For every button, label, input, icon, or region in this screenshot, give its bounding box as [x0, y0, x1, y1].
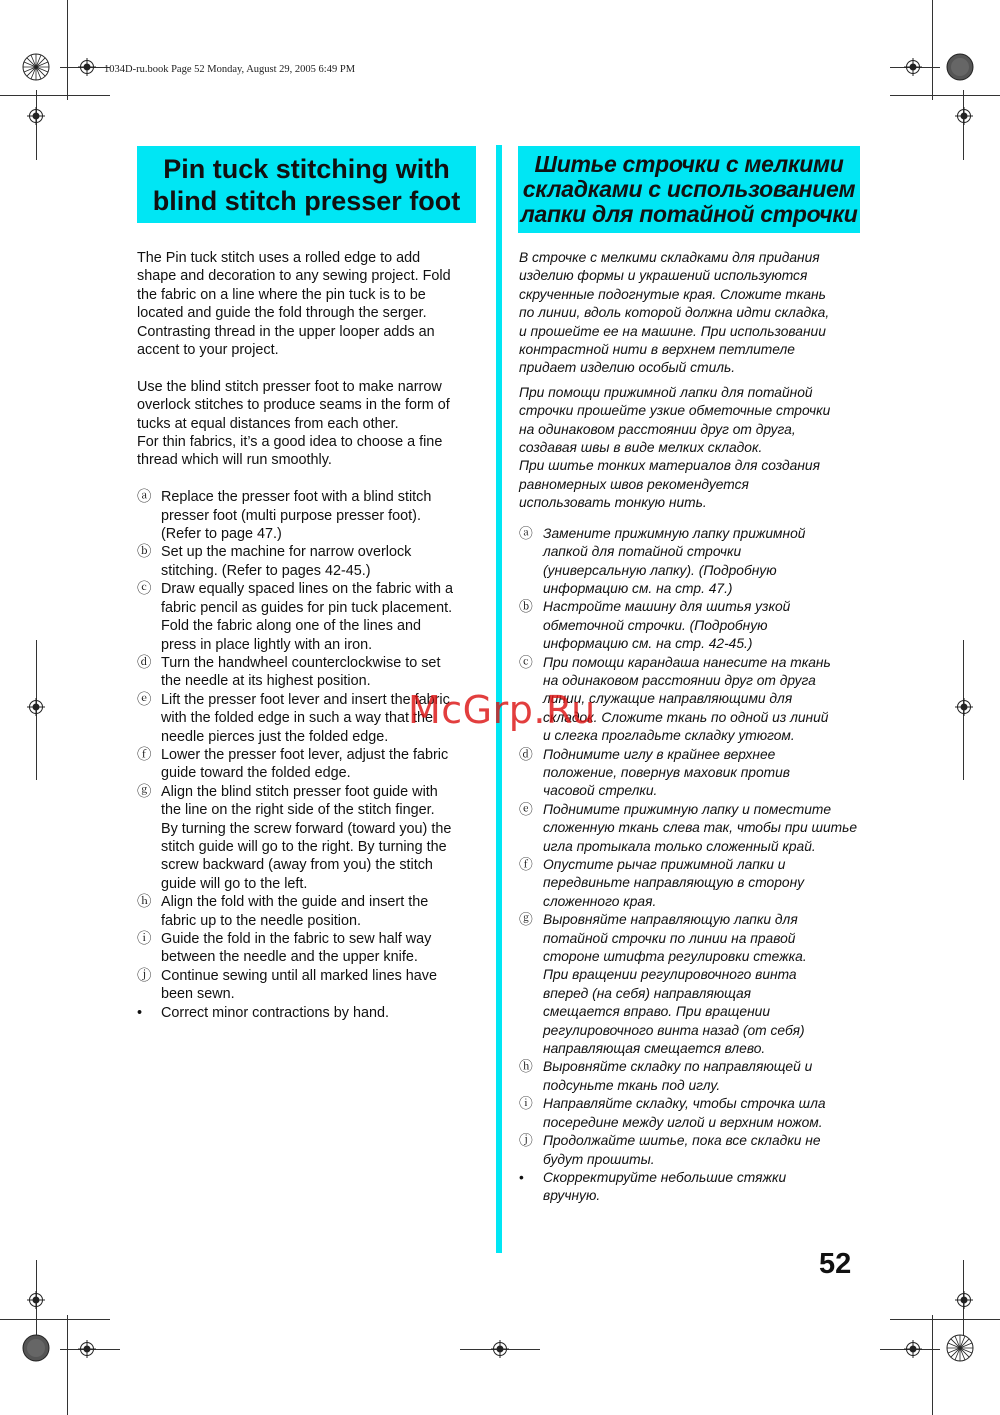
- paragraph-gap: [137, 359, 482, 377]
- instruction-step: [519, 1058, 864, 1095]
- step-text-line: Lift the presser foot lever and insert the fabric: [161, 691, 450, 708]
- step-text-line: guide will go to the left.: [161, 875, 308, 892]
- step-marker: ⓖ: [137, 783, 152, 800]
- paragraph-line: скрученные подогнутые края. Сложите ткань: [519, 286, 826, 302]
- step-marker: ⓖ: [519, 912, 533, 928]
- step-text-line: Замените прижимную лапку прижимной: [543, 525, 806, 541]
- title-ru-line: лапки для потайной строчки: [520, 201, 858, 227]
- paragraph-line: The Pin tuck stitch uses a rolled edge to add: [137, 250, 421, 266]
- step-text-line: передвиньте направляющую в сторону: [543, 875, 805, 891]
- paragraph-line: по линии, вдоль которой должна идти складка,: [519, 305, 830, 321]
- paragraph-line: shape and decoration to any sewing project. Fold: [137, 268, 451, 285]
- step-marker: ⓑ: [519, 599, 533, 615]
- registration-mark-icon: [904, 58, 922, 76]
- step-marker: ⓔ: [137, 691, 152, 708]
- paragraph-line: контрастной нити в верхнем петлителе: [519, 342, 795, 358]
- instruction-step: [137, 654, 482, 691]
- step-text-line: стороне штифта регулировки стежка.: [543, 949, 807, 965]
- paragraph-line: accent to your project.: [137, 342, 279, 359]
- paragraph-gap: [137, 470, 482, 488]
- step-text-line: линии, служащие направляющими для: [543, 691, 793, 707]
- step-text-line: Настройте машину для шитья узкой: [543, 599, 791, 615]
- step-marker: ⓘ: [137, 931, 152, 947]
- instruction-step: [137, 893, 482, 930]
- step-marker: ⓓ: [137, 654, 152, 671]
- step-text-line: been sewn.: [161, 986, 235, 1003]
- paragraph-line: located and guide the fold through the serger.: [137, 305, 427, 322]
- step-text-line: будут прошиты.: [543, 1151, 655, 1167]
- instruction-step: [519, 856, 864, 911]
- registration-mark-icon: [78, 1340, 96, 1358]
- instruction-step: [519, 598, 864, 653]
- paragraph-line: thread which will run smoothly.: [137, 452, 332, 469]
- step-text-line: fabric up to the needle position.: [161, 912, 362, 929]
- instruction-step: [519, 1095, 864, 1132]
- gray-register-icon: [946, 53, 974, 81]
- paragraph-line: придает изделию особый стиль.: [519, 360, 736, 376]
- step-text-line: часовой стрелки.: [543, 783, 658, 799]
- paragraph-line: tucks at equal distances from each other.: [137, 415, 399, 432]
- starburst-register-icon: [946, 1334, 974, 1362]
- paragraph-line: При помощи прижимной лапки для потайной: [519, 384, 813, 400]
- step-text-line: needle pierces just the folded edge.: [161, 728, 389, 745]
- step-text-line: информацию см. на стр. 47.): [543, 580, 733, 596]
- instruction-step: [519, 1169, 864, 1206]
- title-ru-line: складками с использованием: [522, 176, 856, 202]
- step-marker: ⓐ: [137, 489, 152, 506]
- step-text-line: Продолжайте шитье, пока все складки не: [543, 1133, 821, 1149]
- step-text-line: Replace the presser foot with a blind stitch: [161, 489, 432, 506]
- step-text-line: Lower the presser foot lever, adjust the fabric: [161, 746, 449, 763]
- step-text-line: и слегка прогладьте складку утюгом.: [543, 728, 795, 744]
- instruction-step: [137, 967, 482, 1004]
- english-column: [137, 249, 482, 1022]
- step-marker: ⓓ: [519, 746, 533, 762]
- step-text-line: посередине между иглой и верхним ножом.: [543, 1114, 823, 1130]
- paragraph-line: В строчке с мелкими складками для придания: [519, 250, 820, 265]
- step-text-line: (Refer to page 47.): [161, 526, 282, 543]
- step-text-line: Поднимите иглу в крайнее верхнее: [543, 746, 776, 762]
- step-marker: •: [137, 1004, 143, 1021]
- step-text-line: подсуньте ткань под иглу.: [543, 1077, 721, 1093]
- registration-mark-icon: [904, 1340, 922, 1358]
- step-text-line: presser foot (multi purpose presser foot).: [161, 507, 421, 524]
- step-text-line: Скорректируйте небольшие стяжки: [543, 1169, 787, 1185]
- instruction-step: [137, 930, 482, 967]
- title-en-line: blind stitch presser foot: [152, 185, 461, 216]
- step-marker: ⓕ: [519, 857, 533, 872]
- title-ru-line: Шитье строчки с мелкими: [534, 151, 844, 177]
- step-text-line: обметочной строчки. (Подробную: [543, 617, 768, 633]
- step-text-line: смещается вправо. При вращении: [543, 1004, 771, 1020]
- step-marker: ⓕ: [137, 746, 152, 763]
- paragraph-line: создавая швы в виде мелких складок.: [519, 440, 763, 456]
- step-text-line: на одинаковом расстоянии друг от друга: [543, 672, 816, 688]
- step-text-line: сложенного края.: [543, 893, 657, 909]
- step-marker: ⓙ: [519, 1133, 533, 1149]
- step-text-line: Guide the fold in the fabric to sew half way: [161, 931, 432, 947]
- step-text-line: Выровняйте направляющую лапки для: [543, 912, 798, 928]
- paragraph-line: изделию формы и украшений используются: [519, 268, 808, 284]
- registration-mark-icon: [27, 1291, 45, 1309]
- step-marker: ⓑ: [137, 544, 152, 561]
- step-text-line: сложенную ткань слева так, чтобы при шитье: [543, 820, 858, 836]
- step-text-line: лапкой для потайной строчки: [543, 544, 742, 560]
- instruction-step: [519, 801, 864, 856]
- registration-mark-icon: [27, 698, 45, 716]
- step-text-line: Correct minor contractions by hand.: [161, 1004, 389, 1021]
- instruction-step: [137, 746, 482, 783]
- paragraph-line: При шитье тонких материалов для создания: [519, 458, 820, 474]
- paragraph-line: и прошейте ее на машине. При использовании: [519, 323, 826, 339]
- registration-mark-icon: [955, 698, 973, 716]
- registration-mark-icon: [78, 58, 96, 76]
- registration-mark-icon: [27, 107, 45, 125]
- step-text-line: Align the fold with the guide and insert the: [161, 894, 429, 911]
- registration-mark-icon: [491, 1340, 509, 1358]
- step-text-line: игла протыкала только сложенный край.: [543, 838, 816, 854]
- step-marker: ⓒ: [519, 654, 533, 670]
- step-marker: ⓘ: [519, 1096, 533, 1112]
- instruction-step: [137, 488, 482, 543]
- instruction-step: [519, 911, 864, 1058]
- step-text-line: складок. Сложите ткань по одной из линий: [543, 709, 829, 725]
- paragraph-line: Contrasting thread in the upper looper adds an: [137, 323, 435, 340]
- step-marker: ⓙ: [137, 967, 152, 984]
- step-text-line: Fold the fabric along one of the lines and: [161, 618, 422, 635]
- step-text-line: the line on the right side of the stitch finger.: [161, 802, 435, 819]
- step-text-line: Align the blind stitch presser foot guide with: [161, 783, 438, 800]
- starburst-register-icon: [22, 53, 50, 81]
- step-text-line: Опустите рычаг прижимной лапки и: [543, 857, 786, 872]
- step-text-line: вперед (на себя) направляющая: [543, 985, 752, 1001]
- step-marker: ⓒ: [137, 581, 152, 598]
- instruction-step: [519, 1132, 864, 1169]
- title-russian: [518, 146, 860, 233]
- paragraph-line: For thin fabrics, it’s a good idea to choose a fine: [137, 434, 443, 451]
- step-text-line: потайной строчки по линии на правой: [543, 930, 796, 946]
- step-text-line: between the needle and the upper knife.: [161, 949, 418, 966]
- step-text-line: with the folded edge in such a way that the: [161, 710, 434, 727]
- step-text-line: положение, повернув маховик против: [543, 764, 790, 780]
- paragraph-gap: [519, 513, 864, 519]
- instruction-step: [137, 580, 482, 654]
- step-text-line: регулировочного винта назад (от себя): [543, 1022, 805, 1038]
- step-text-line: (универсальную лапку). (Подробную: [543, 562, 777, 578]
- instruction-step: [137, 783, 482, 893]
- registration-mark-icon: [955, 1291, 973, 1309]
- step-marker: ⓗ: [137, 894, 152, 911]
- step-text-line: Выровняйте складку по направляющей и: [543, 1059, 813, 1075]
- step-text-line: Continue sewing until all marked lines have: [161, 967, 437, 984]
- step-text-line: By turning the screw forward (toward you) the: [161, 820, 452, 837]
- paragraph-line: overlock stitches to produce seams in the form of: [137, 397, 450, 414]
- paragraph-line: the fabric on a line where the pin tuck is to be: [137, 286, 426, 303]
- gray-register-icon: [22, 1334, 50, 1362]
- title-en-line: Pin tuck stitching with: [163, 153, 450, 184]
- step-text-line: press in place lightly with an iron.: [161, 636, 373, 653]
- watermark: McGrp.Ru: [408, 688, 596, 732]
- step-text-line: Turn the handwheel counterclockwise to set: [161, 654, 441, 671]
- instruction-step: [519, 525, 864, 599]
- step-text-line: stitching. (Refer to pages 42-45.): [161, 562, 371, 579]
- step-marker: ⓐ: [519, 525, 533, 541]
- registration-mark-icon: [955, 107, 973, 125]
- step-text-line: информацию см. на стр. 42-45.): [543, 636, 753, 652]
- paragraph-line: на одинаковом расстоянии друг от друга,: [519, 421, 796, 437]
- step-text-line: При помощи карандаша нанесите на ткань: [543, 654, 831, 670]
- step-text-line: направляющая смещается влево.: [543, 1041, 766, 1057]
- step-text-line: stitch guide will go to the right. By turning the: [161, 838, 447, 855]
- step-text-line: guide toward the folded edge.: [161, 765, 351, 782]
- step-text-line: вручную.: [543, 1188, 601, 1204]
- step-text-line: Draw equally spaced lines on the fabric with a: [161, 581, 453, 598]
- instruction-step: [137, 1004, 482, 1022]
- step-text-line: screw backward (away from you) the stitch: [161, 857, 433, 874]
- step-marker: •: [519, 1169, 524, 1185]
- paragraph-line: использовать тонкую нить.: [519, 495, 707, 511]
- step-marker: ⓔ: [519, 801, 533, 817]
- print-header: 1034D-ru.book Page 52 Monday, August 29, 2005 6:49 PM: [104, 64, 356, 75]
- step-text-line: Поднимите прижимную лапку и поместите: [543, 801, 832, 817]
- page-number: 52: [819, 1248, 852, 1280]
- step-text-line: the needle at its highest position.: [161, 673, 371, 690]
- paragraph-line: строчки прошейте узкие обметочные строчки: [519, 403, 831, 419]
- paragraph-line: Use the blind stitch presser foot to make narrow: [137, 378, 442, 395]
- step-text-line: Set up the machine for narrow overlock: [161, 544, 412, 561]
- step-text-line: Направляйте складку, чтобы строчка шла: [543, 1096, 826, 1112]
- step-text-line: fabric pencil as guides for pin tuck placement.: [161, 599, 453, 616]
- title-english: [137, 146, 476, 223]
- step-marker: ⓗ: [519, 1059, 533, 1075]
- step-text-line: При вращении регулировочного винта: [543, 967, 797, 983]
- paragraph-line: равномерных швов рекомендуется: [519, 476, 749, 492]
- instruction-step: [519, 746, 864, 801]
- instruction-step: [137, 543, 482, 580]
